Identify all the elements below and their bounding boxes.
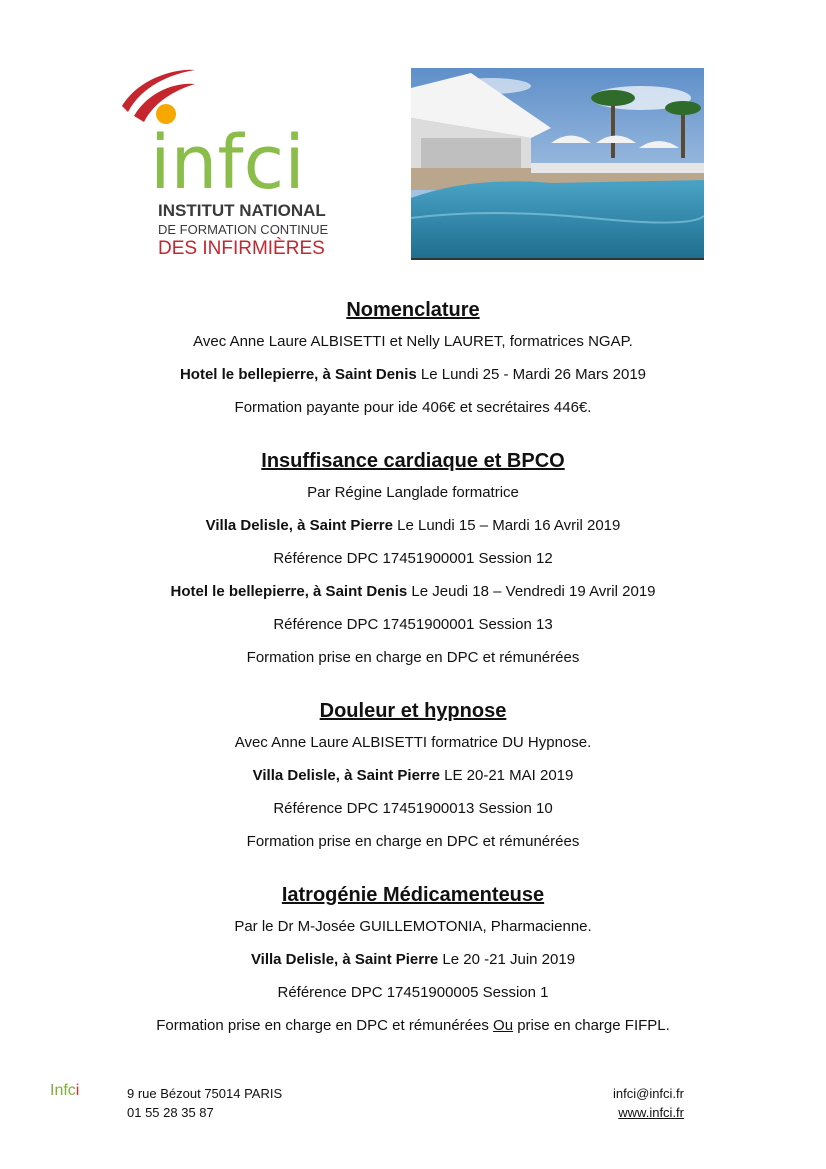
course-section — [0, 880, 826, 1042]
course-title: Douleur et hypnose — [319, 700, 507, 722]
footer-email[interactable]: infci@infci.fr — [613, 1086, 684, 1101]
course-line: Villa Delisle, à Saint Pierre Le Lundi 15 – Mardi 16 Avril 2019 — [205, 517, 621, 534]
course-line: Villa Delisle, à Saint Pierre LE 20-21 MAI 2019 — [252, 767, 574, 784]
footer-contact-block — [613, 1084, 684, 1122]
footer-address-block — [127, 1084, 282, 1122]
hotel-pool-photo — [411, 68, 704, 260]
course-section — [0, 295, 826, 424]
logo-line-3: DES INFIRMIÈRES — [158, 238, 325, 258]
course-section — [0, 446, 826, 674]
course-line: Formation payante pour ide 406€ et secrétaires 446€. — [234, 399, 592, 416]
logo-word: infci — [150, 120, 305, 206]
course-line: Avec Anne Laure ALBISETTI formatrice DU Hypnose. — [234, 734, 592, 751]
course-title: Iatrogénie Médicamenteuse — [281, 884, 545, 906]
infci-logo — [120, 68, 342, 258]
course-line: Référence DPC 17451900005 Session 1 — [277, 984, 549, 1001]
course-line: Par Régine Langlade formatrice — [307, 484, 519, 501]
footer-phone: 01 55 28 35 87 — [127, 1105, 214, 1120]
footer-address: 9 rue Bézout 75014 PARIS — [127, 1086, 283, 1101]
course-line: Référence DPC 17451900001 Session 13 — [273, 616, 553, 633]
course-line: Hotel le bellepierre, à Saint Denis Le Lundi 25 - Mardi 26 Mars 2019 — [179, 366, 647, 383]
course-line: Référence DPC 17451900013 Session 10 — [273, 800, 553, 817]
course-line: Par le Dr M-Josée GUILLEMOTONIA, Pharmacienne. — [234, 918, 592, 935]
course-line: Référence DPC 17451900001 Session 12 — [273, 550, 553, 567]
course-line: Villa Delisle, à Saint Pierre Le 20 -21 Juin 2019 — [250, 951, 576, 968]
course-title: Nomenclature — [346, 299, 480, 321]
course-line: Formation prise en charge en DPC et rémunérées — [246, 833, 580, 850]
course-line: Avec Anne Laure ALBISETTI et Nelly LAURET, formatrices NGAP. — [193, 333, 633, 350]
course-line: Formation prise en charge en DPC et rémunérées Ou prise en charge FIFPL. — [156, 1017, 670, 1034]
footer-website-link[interactable]: www.infci.fr — [618, 1105, 684, 1120]
course-title: Insuffisance cardiaque et BPCO — [261, 450, 565, 472]
course-line: Formation prise en charge en DPC et rémunérées — [246, 649, 580, 666]
course-line: Hotel le bellepierre, à Saint Denis Le Jeudi 18 – Vendredi 19 Avril 2019 — [170, 583, 656, 600]
logo-line-1: INSTITUT NATIONAL — [158, 201, 326, 220]
logo-line-2: DE FORMATION CONTINUE — [158, 222, 329, 237]
course-section — [0, 696, 826, 858]
footer-brand: Infci — [50, 1082, 80, 1099]
course-list — [0, 295, 826, 1042]
